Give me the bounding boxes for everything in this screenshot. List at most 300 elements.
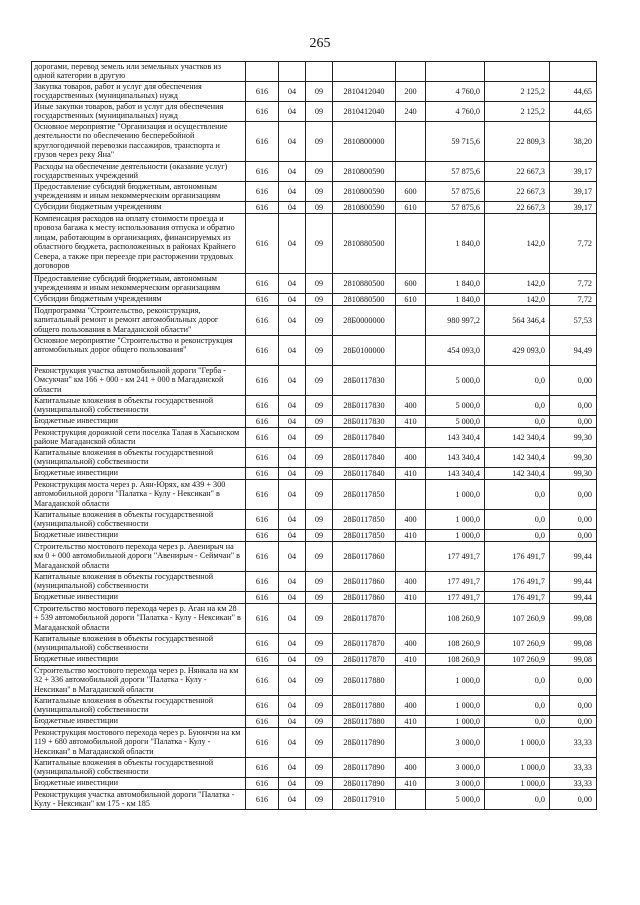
cell-fact: 22 667,3 [485,162,550,182]
cell-vr: 600 [396,274,426,294]
cell-percent: 99,30 [550,448,597,468]
cell-pr: 09 [306,758,333,778]
table-row [32,654,597,666]
row-name: Субсидии бюджетным учреждениям [32,294,246,306]
cell-gr: 616 [246,716,279,728]
cell-gr: 616 [246,510,279,530]
cell-gr: 616 [246,214,279,274]
cell-fact: 176 491,7 [485,572,550,592]
cell-rz: 04 [279,82,306,102]
cell-plan [426,62,485,82]
cell-vr [396,336,426,366]
cell-rz: 04 [279,366,306,396]
cell-fact: 107 260,9 [485,604,550,634]
cell-plan: 4 760,0 [426,82,485,102]
cell-percent: 99,08 [550,604,597,634]
cell-pr: 09 [306,666,333,696]
cell-plan: 5 000,0 [426,790,485,810]
cell-rz: 04 [279,336,306,366]
cell-percent: 99,30 [550,428,597,448]
table-row [32,728,597,758]
cell-pr: 09 [306,634,333,654]
cell-rz: 04 [279,604,306,634]
row-name: Бюджетные инвестиции [32,416,246,428]
cell-vr [396,728,426,758]
cell-csr: 28Б0117840 [333,468,396,480]
cell-percent: 44,65 [550,102,597,122]
cell-pr: 09 [306,572,333,592]
table-row [32,696,597,716]
cell-plan: 57 875,6 [426,182,485,202]
cell-csr: 28Б0117890 [333,778,396,790]
cell-pr: 09 [306,214,333,274]
row-name: Капитальные вложения в объекты государственной (муниципальной) собственности [32,572,246,592]
cell-percent: 99,44 [550,542,597,572]
cell-gr: 616 [246,448,279,468]
cell-csr: 2810800590 [333,202,396,214]
cell-csr: 28Б0117910 [333,790,396,810]
cell-rz: 04 [279,634,306,654]
cell-csr: 28Б0117850 [333,530,396,542]
cell-csr: 2810800590 [333,162,396,182]
row-name: Капитальные вложения в объекты государственной (муниципальной) собственности [32,696,246,716]
cell-fact: 142,0 [485,274,550,294]
cell-gr: 616 [246,654,279,666]
table-row [32,468,597,480]
cell-vr: 400 [396,448,426,468]
cell-percent: 57,53 [550,306,597,336]
cell-percent: 33,33 [550,728,597,758]
cell-fact: 2 125,2 [485,102,550,122]
cell-gr: 616 [246,122,279,162]
row-name: Реконструкция дорожной сети поселка Талая в Хасынском районе Магаданской области [32,428,246,448]
cell-vr [396,480,426,510]
cell-plan: 177 491,7 [426,542,485,572]
row-name: Реконструкция мостового перехода через р. Буюнчэн на км 119 + 680 автомобильной дороги "Палатка - Кулу - Нексикан" в Магаданской области [32,728,246,758]
row-name: Капитальные вложения в объекты государственной (муниципальной) собственности [32,510,246,530]
cell-plan: 5 000,0 [426,416,485,428]
cell-rz: 04 [279,162,306,182]
cell-plan: 1 000,0 [426,696,485,716]
cell-plan: 1 840,0 [426,214,485,274]
cell-gr: 616 [246,274,279,294]
cell-plan: 4 760,0 [426,102,485,122]
cell-vr: 400 [396,396,426,416]
cell-csr: 2810800000 [333,122,396,162]
table-row [32,202,597,214]
table-row [32,274,597,294]
cell-vr [396,790,426,810]
cell-percent: 33,33 [550,758,597,778]
cell-rz: 04 [279,654,306,666]
cell-vr [396,366,426,396]
cell-pr: 09 [306,294,333,306]
cell-gr: 616 [246,604,279,634]
cell-gr: 616 [246,758,279,778]
cell-fact: 22 667,3 [485,182,550,202]
cell-rz: 04 [279,696,306,716]
cell-vr: 600 [396,182,426,202]
cell-csr: 28Б0117830 [333,396,396,416]
cell-vr: 410 [396,778,426,790]
cell-vr: 400 [396,510,426,530]
cell-csr: 28Б0117840 [333,448,396,468]
cell-rz: 04 [279,122,306,162]
cell-vr [396,62,426,82]
cell-percent: 7,72 [550,214,597,274]
cell-percent: 0,00 [550,416,597,428]
cell-csr: 2810880500 [333,274,396,294]
cell-fact: 1 000,0 [485,728,550,758]
row-name: Бюджетные инвестиции [32,530,246,542]
cell-pr: 09 [306,728,333,758]
row-name: Реконструкция участка автомобильной дороги "Палатка - Кулу - Нексикан" км 175 - км 185 [32,790,246,810]
cell-rz: 04 [279,666,306,696]
cell-pr: 09 [306,416,333,428]
cell-fact: 142,0 [485,214,550,274]
cell-percent: 99,30 [550,468,597,480]
cell-fact: 0,0 [485,416,550,428]
row-name: Капитальные вложения в объекты государственной (муниципальной) собственности [32,396,246,416]
cell-csr: 28Б0117890 [333,758,396,778]
cell-pr: 09 [306,778,333,790]
cell-csr: 28Б0117830 [333,416,396,428]
cell-percent: 44,65 [550,82,597,102]
table-row [32,530,597,542]
cell-plan: 3 000,0 [426,778,485,790]
row-name: Капитальные вложения в объекты государственной (муниципальной) собственности [32,634,246,654]
cell-fact: 0,0 [485,530,550,542]
cell-percent: 99,08 [550,654,597,666]
cell-gr: 616 [246,542,279,572]
cell-pr: 09 [306,654,333,666]
cell-csr: 28Б0117880 [333,716,396,728]
cell-gr: 616 [246,162,279,182]
cell-plan: 108 260,9 [426,634,485,654]
cell-gr [246,62,279,82]
cell-vr: 610 [396,294,426,306]
cell-rz: 04 [279,480,306,510]
cell-plan: 57 875,6 [426,162,485,182]
table-row [32,428,597,448]
cell-rz: 04 [279,572,306,592]
cell-pr: 09 [306,510,333,530]
table-row [32,448,597,468]
cell-csr: 28Б0117840 [333,428,396,448]
cell-gr: 616 [246,778,279,790]
table-row [32,778,597,790]
cell-csr: 28Б0117860 [333,592,396,604]
cell-vr [396,666,426,696]
row-name: Расходы на обеспечение деятельности (оказание услуг) государственных учреждений [32,162,246,182]
cell-csr: 28Б0117850 [333,510,396,530]
cell-percent: 0,00 [550,510,597,530]
cell-gr: 616 [246,572,279,592]
cell-percent: 0,00 [550,666,597,696]
cell-vr [396,604,426,634]
cell-pr: 09 [306,604,333,634]
cell-gr: 616 [246,294,279,306]
cell-fact: 22 809,3 [485,122,550,162]
cell-vr: 410 [396,654,426,666]
table-row [32,336,597,366]
cell-rz: 04 [279,716,306,728]
cell-plan: 177 491,7 [426,572,485,592]
cell-percent: 99,08 [550,634,597,654]
cell-rz: 04 [279,182,306,202]
cell-plan: 177 491,7 [426,592,485,604]
row-name: Предоставление субсидий бюджетным, автономным учреждениям и иным некоммерческим организациям [32,274,246,294]
cell-percent: 7,72 [550,274,597,294]
cell-csr: 28Б0117860 [333,572,396,592]
cell-rz: 04 [279,102,306,122]
cell-fact: 1 000,0 [485,778,550,790]
table-row [32,666,597,696]
cell-csr: 28Б0117880 [333,696,396,716]
cell-fact: 142 340,4 [485,428,550,448]
cell-pr: 09 [306,790,333,810]
row-name: Субсидии бюджетным учреждениям [32,202,246,214]
cell-csr: 2810412040 [333,82,396,102]
cell-pr: 09 [306,122,333,162]
cell-csr: 28Б0117850 [333,480,396,510]
cell-vr: 400 [396,696,426,716]
cell-fact: 2 125,2 [485,82,550,102]
cell-fact: 1 000,0 [485,758,550,778]
cell-plan: 1 000,0 [426,510,485,530]
row-name: Реконструкция участка автомобильной дороги "Герба - Омсукчан" км 166 + 000 - км 241 + 000 в Магаданской области [32,366,246,396]
cell-fact: 107 260,9 [485,634,550,654]
cell-pr: 09 [306,530,333,542]
cell-rz: 04 [279,790,306,810]
row-name: дорогами, перевод земель или земельных участков из одной категории в другую [32,62,246,82]
cell-rz: 04 [279,416,306,428]
table-row [32,634,597,654]
table-row [32,396,597,416]
cell-percent: 0,00 [550,396,597,416]
cell-pr: 09 [306,336,333,366]
cell-fact: 0,0 [485,716,550,728]
cell-plan: 5 000,0 [426,366,485,396]
cell-gr: 616 [246,696,279,716]
cell-plan: 980 997,2 [426,306,485,336]
cell-vr: 240 [396,102,426,122]
cell-plan: 143 340,4 [426,468,485,480]
cell-rz: 04 [279,306,306,336]
table-row [32,758,597,778]
cell-csr: 2810880500 [333,294,396,306]
cell-fact [485,62,550,82]
cell-vr: 410 [396,416,426,428]
cell-pr: 09 [306,102,333,122]
cell-gr: 616 [246,634,279,654]
cell-percent: 38,20 [550,122,597,162]
row-name: Закупка товаров, работ и услуг для обеспечения государственных (муниципальных) нужд [32,82,246,102]
cell-percent: 99,44 [550,572,597,592]
cell-percent: 99,44 [550,592,597,604]
cell-percent: 0,00 [550,480,597,510]
row-name: Капитальные вложения в объекты государственной (муниципальной) собственности [32,448,246,468]
cell-fact: 0,0 [485,696,550,716]
cell-csr: 28Б0117890 [333,728,396,758]
cell-fact: 0,0 [485,366,550,396]
cell-rz: 04 [279,428,306,448]
cell-csr: 28Б0117880 [333,666,396,696]
cell-gr: 616 [246,102,279,122]
cell-csr: 2810412040 [333,102,396,122]
cell-fact: 22 667,3 [485,202,550,214]
row-name: Бюджетные инвестиции [32,592,246,604]
row-name: Подпрограмма "Строительство, реконструкция, капитальный ремонт и ремонт автомобильных дорог общего пользования в Магаданской области" [32,306,246,336]
table-row [32,510,597,530]
cell-pr: 09 [306,696,333,716]
row-name: Бюджетные инвестиции [32,468,246,480]
cell-plan: 1 840,0 [426,274,485,294]
cell-csr [333,62,396,82]
table-row [32,604,597,634]
cell-fact: 142 340,4 [485,448,550,468]
row-name: Капитальные вложения в объекты государственной (муниципальной) собственности [32,758,246,778]
cell-plan: 3 000,0 [426,758,485,778]
cell-plan: 143 340,4 [426,428,485,448]
table-body [32,62,597,810]
cell-plan: 57 875,6 [426,202,485,214]
cell-plan: 108 260,9 [426,604,485,634]
cell-pr: 09 [306,366,333,396]
cell-csr: 28Б0117870 [333,654,396,666]
cell-vr [396,306,426,336]
cell-gr: 616 [246,182,279,202]
row-name: Иные закупки товаров, работ и услуг для обеспечения государственных (муниципальных) нужд [32,102,246,122]
cell-rz: 04 [279,542,306,572]
cell-pr [306,62,333,82]
cell-rz: 04 [279,202,306,214]
cell-rz: 04 [279,468,306,480]
cell-csr: 2810800590 [333,182,396,202]
cell-vr: 410 [396,716,426,728]
cell-vr: 400 [396,572,426,592]
cell-plan: 454 093,0 [426,336,485,366]
cell-percent [550,62,597,82]
cell-rz [279,62,306,82]
cell-gr: 616 [246,790,279,810]
cell-vr [396,542,426,572]
cell-rz: 04 [279,728,306,758]
cell-percent: 39,17 [550,182,597,202]
cell-pr: 09 [306,716,333,728]
row-name: Основное мероприятие "Строительство и реконструкция автомобильных дорог общего пользования" [32,336,246,366]
cell-pr: 09 [306,592,333,604]
cell-rz: 04 [279,448,306,468]
cell-plan: 5 000,0 [426,396,485,416]
cell-vr [396,162,426,182]
cell-pr: 09 [306,82,333,102]
table-row [32,162,597,182]
table-row [32,294,597,306]
cell-rz: 04 [279,530,306,542]
cell-vr: 410 [396,468,426,480]
row-name: Бюджетные инвестиции [32,654,246,666]
cell-vr: 610 [396,202,426,214]
cell-fact: 0,0 [485,480,550,510]
cell-fact: 429 093,0 [485,336,550,366]
row-name: Компенсация расходов на оплату стоимости проезда и провоза багажа к месту использования отпуска и обратно лицам, работающим в организациях, финансируемых из областного бюджета, расположенных в районах Крайнего Севера, а также при переезде при расторжении трудовых договоров [32,214,246,274]
cell-plan: 1 000,0 [426,480,485,510]
cell-gr: 616 [246,728,279,758]
table-row [32,82,597,102]
cell-pr: 09 [306,162,333,182]
cell-rz: 04 [279,294,306,306]
cell-fact: 0,0 [485,790,550,810]
cell-csr: 28Б0117870 [333,604,396,634]
cell-pr: 09 [306,468,333,480]
table-row [32,480,597,510]
cell-percent: 7,72 [550,294,597,306]
cell-vr [396,122,426,162]
row-name: Основное мероприятие "Организация и осуществление деятельности по обеспечению бесперебойной круглогодичной перевозки пассажиров, транспорта и грузов через реку Яна" [32,122,246,162]
table-row [32,182,597,202]
cell-gr: 616 [246,416,279,428]
row-name: Строительство мостового перехода через р. Нянкала на км 32 + 336 автомобильной дороги "Палатка - Кулу - Нексикан" в Магаданской области [32,666,246,696]
cell-pr: 09 [306,428,333,448]
cell-gr: 616 [246,336,279,366]
table-row [32,716,597,728]
cell-fact: 107 260,9 [485,654,550,666]
cell-fact: 176 491,7 [485,592,550,604]
cell-gr: 616 [246,202,279,214]
table-row [32,214,597,274]
table-row [32,122,597,162]
table-row [32,542,597,572]
cell-vr: 410 [396,592,426,604]
cell-plan: 1 000,0 [426,530,485,542]
cell-percent: 39,17 [550,162,597,182]
cell-gr: 616 [246,82,279,102]
cell-pr: 09 [306,542,333,572]
row-name: Бюджетные инвестиции [32,778,246,790]
cell-gr: 616 [246,468,279,480]
cell-vr [396,214,426,274]
cell-csr: 28Б0117830 [333,366,396,396]
cell-fact: 0,0 [485,666,550,696]
table-row [32,62,597,82]
cell-fact: 564 346,4 [485,306,550,336]
cell-pr: 09 [306,306,333,336]
cell-rz: 04 [279,778,306,790]
cell-percent: 0,00 [550,696,597,716]
cell-pr: 09 [306,396,333,416]
cell-csr: 28Б0000000 [333,306,396,336]
cell-gr: 616 [246,530,279,542]
cell-gr: 616 [246,666,279,696]
cell-fact: 0,0 [485,510,550,530]
cell-gr: 616 [246,396,279,416]
cell-pr: 09 [306,448,333,468]
cell-pr: 09 [306,274,333,294]
cell-percent: 33,33 [550,778,597,790]
row-name: Строительство мостового перехода через р. Аган на км 28 + 539 автомобильной дороги "Палатка - Кулу - Нексикан" в Магаданской области [32,604,246,634]
cell-plan: 1 000,0 [426,716,485,728]
cell-fact: 142 340,4 [485,468,550,480]
cell-csr: 2810880500 [333,214,396,274]
cell-gr: 616 [246,480,279,510]
table-row [32,102,597,122]
table-row [32,366,597,396]
cell-percent: 0,00 [550,716,597,728]
page-number: 265 [309,36,331,51]
cell-fact: 176 491,7 [485,542,550,572]
row-name: Строительство мостового перехода через р. Авенирыч на км 0 + 000 автомобильной дороги "Авенирыч - Сеймчан" в Магаданской области [32,542,246,572]
